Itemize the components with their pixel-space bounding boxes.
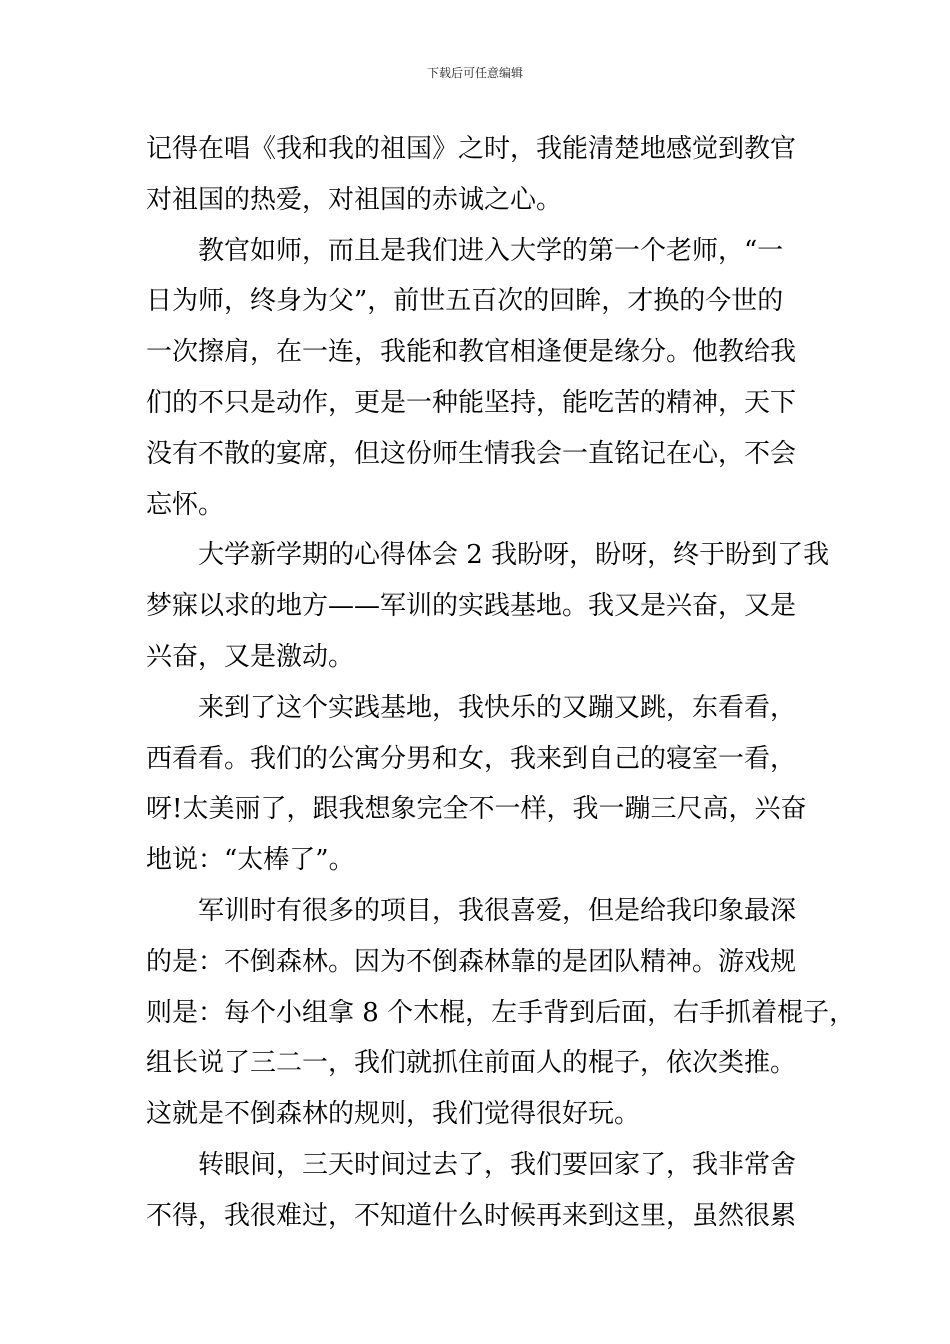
text-line: 没有不散的宴席，但这份师生情我会一直铭记在心，不会 — [146, 438, 797, 469]
text-line: 转眼间，三天时间过去了，我们要回家了，我非常舍 — [198, 1149, 797, 1180]
text-line: 地说：“太棒了”。 — [146, 845, 355, 876]
text-line: 军训时有很多的项目，我很喜爱，但是给我印象最深 — [198, 895, 797, 926]
text-line: 大学新学期的心得体会 2 我盼呀，盼呀，终于盼到了我 — [198, 540, 830, 571]
text-line: 则是：每个小组拿 8 个木棍，左手背到后面，右手抓着棍子， — [146, 997, 856, 1028]
page-header: 下载后可任意编辑 — [426, 66, 523, 80]
text-line: 组长说了三二一，我们就抓住前面人的棍子，依次类推。 — [146, 1048, 797, 1079]
text-line: 记得在唱《我和我的祖国》之时，我能清楚地感觉到教官 — [146, 134, 797, 164]
text-line: 西看看。我们的公寓分男和女，我来到自己的寝室一看， — [146, 743, 797, 774]
text-line: 忘怀。 — [146, 489, 225, 520]
text-line: 一次擦肩，在一连，我能和教官相逢便是缘分。他教给我 — [146, 337, 797, 368]
text-line: 兴奋，又是激动。 — [146, 641, 355, 672]
text-line: 来到了这个实践基地，我快乐的又蹦又跳，东看看， — [198, 692, 797, 723]
text-line: 不得，我很难过，不知道什么时候再来到这里，虽然很累 — [146, 1200, 797, 1231]
text-line: 对祖国的热爱，对祖国的赤诚之心。 — [146, 184, 563, 215]
text-line: 的是：不倒森林。因为不倒森林靠的是团队精神。游戏规 — [146, 946, 797, 977]
text-line: 呀!太美丽了，跟我想象完全不一样，我一蹦三尺高，兴奋 — [146, 794, 807, 825]
text-line: 们的不只是动作，更是一种能坚持，能吃苦的精神，天下 — [146, 387, 797, 418]
text-line: 这就是不倒森林的规则，我们觉得很好玩。 — [146, 1099, 641, 1130]
text-line: 日为师，终身为父”，前世五百次的回眸，才换的今世的 — [146, 286, 784, 317]
text-line: 教官如师，而且是我们进入大学的第一个老师，“一 — [198, 235, 784, 266]
text-line: 梦寐以求的地方——军训的实践基地。我又是兴奋，又是 — [146, 591, 797, 622]
document-body — [146, 130, 856, 1248]
